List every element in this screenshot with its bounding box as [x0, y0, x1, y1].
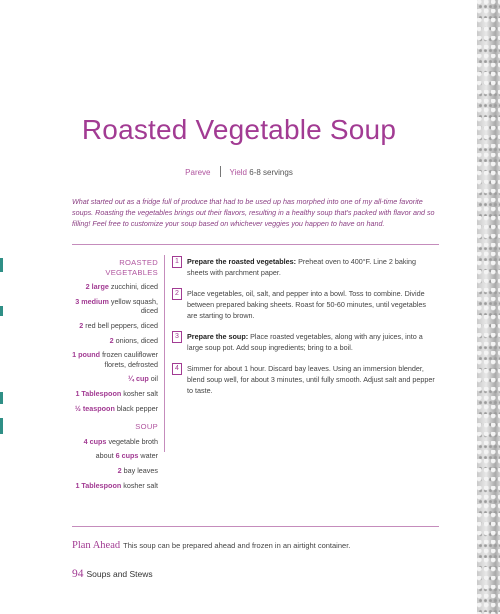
step-number: 2 — [172, 288, 182, 300]
ingredient-qty: 2 — [117, 465, 122, 475]
bottom-divider — [72, 526, 439, 527]
ingredient-item — [72, 389, 158, 399]
ingredient-item — [72, 350, 158, 369]
ingredient-qty: 3 medium — [75, 296, 109, 306]
ingredient-item — [72, 437, 158, 447]
ingredient-name: red bell peppers, diced — [85, 320, 158, 330]
step-number: 1 — [172, 256, 182, 268]
ingredient-name: kosher salt — [123, 480, 158, 490]
ingredient-item — [72, 336, 158, 346]
direction-step — [172, 363, 436, 396]
direction-step — [172, 256, 436, 278]
ingredient-qty: 2 large — [85, 282, 109, 292]
yield-label: Yield — [229, 168, 248, 177]
ingredient-prefix: about — [95, 451, 114, 461]
step-text: Place roasted vegetables, along with any juices, into a large soup pot. Add soup ingredients; bring to a boil. — [187, 332, 423, 352]
step-text: Place vegetables, oil, salt, and pepper into a bowl. Toss to combine. Divide between prepared baking sheets. Roast for 50-60 minutes, until vegetables are starting to brown. — [187, 289, 426, 320]
ingredient-name: bay leaves — [123, 465, 158, 475]
ingredient-name: onions, diced — [115, 335, 158, 345]
ingredient-qty: 1 Tablespoon — [75, 388, 122, 398]
category-label: Pareve — [185, 168, 211, 177]
step-number: 4 — [172, 363, 182, 375]
ingredient-name: vegetable broth — [108, 436, 158, 446]
ingredient-name: oil — [150, 374, 158, 384]
yield-value: 6-8 servings — [249, 168, 293, 177]
ingredient-item — [72, 321, 158, 331]
ingredient-item — [72, 374, 158, 384]
ingredient-qty: ¼ cup — [128, 374, 149, 384]
step-text: Preheat oven to 400°F. Line 2 baking sheets with parchment paper. — [187, 257, 417, 277]
edge-tab-mark — [0, 418, 3, 434]
stone-texture-edge — [477, 0, 500, 614]
ingredient-item — [72, 466, 158, 476]
ingredient-name: black pepper — [116, 403, 158, 413]
column-divider — [164, 255, 165, 452]
direction-step — [172, 331, 436, 353]
section-name: Soups and Stews — [86, 569, 153, 579]
ingredient-item — [72, 282, 158, 292]
directions-list — [172, 256, 436, 406]
top-divider — [72, 244, 439, 245]
edge-tab-mark — [0, 258, 3, 272]
ingredient-qty: 2 — [79, 320, 84, 330]
plan-ahead-text: This soup can be prepared ahead and frozen in an airtight container. — [123, 541, 351, 550]
ingredient-item — [72, 404, 158, 414]
ingredient-name: frozen cauliflower florets, defrosted — [102, 350, 158, 369]
meta-separator — [220, 166, 221, 177]
step-lead: Prepare the roasted vegetables: — [187, 257, 297, 266]
ingredient-item — [72, 481, 158, 491]
page-footer — [72, 568, 153, 580]
ingredient-name: kosher salt — [123, 388, 158, 398]
ingredients-list — [72, 258, 158, 495]
ingredient-qty: 6 cups — [115, 451, 139, 461]
plan-ahead-heading: Plan Ahead — [72, 540, 121, 551]
ingredient-item — [72, 451, 158, 461]
ingredient-qty: 1 pound — [72, 350, 101, 360]
ingredients-heading-roasted: ROASTED VEGETABLES — [105, 258, 158, 277]
edge-tab-mark — [0, 306, 3, 316]
ingredient-qty: 1 Tablespoon — [75, 480, 122, 490]
step-text: Simmer for about 1 hour. Discard bay leaves. Using an immersion blender, blend soup well, for about 3 minutes, until fully smooth. Adjust salt and pepper to taste. — [187, 364, 435, 395]
recipe-title: Roasted Vegetable Soup — [81, 114, 397, 145]
step-number: 3 — [172, 331, 182, 343]
direction-step — [172, 288, 436, 321]
recipe-meta — [0, 166, 478, 177]
plan-ahead-note — [72, 540, 452, 551]
page-number: 94 — [72, 568, 84, 580]
ingredient-name: yellow squash, diced — [110, 296, 158, 316]
recipe-intro: What started out as a fridge full of produce that had to be used up has morphed into one of my all-time favorite soups. Roasting the vegetables brings out their flavors, resulting in a healthy soup that's packed with flavor and so filling! Feel free to customize your soup based on whichever veggies you happen to have on hand. — [72, 197, 435, 228]
ingredient-item — [72, 297, 158, 316]
ingredient-qty: ½ teaspoon — [74, 403, 115, 413]
ingredients-heading-soup: SOUP — [135, 422, 158, 432]
ingredient-name: zucchini, diced — [110, 282, 158, 292]
ingredient-name: water — [140, 451, 158, 461]
ingredient-qty: 4 cups — [83, 436, 107, 446]
ingredient-qty: 2 — [109, 335, 114, 345]
step-lead: Prepare the soup: — [187, 332, 249, 341]
edge-tab-mark — [0, 392, 3, 404]
